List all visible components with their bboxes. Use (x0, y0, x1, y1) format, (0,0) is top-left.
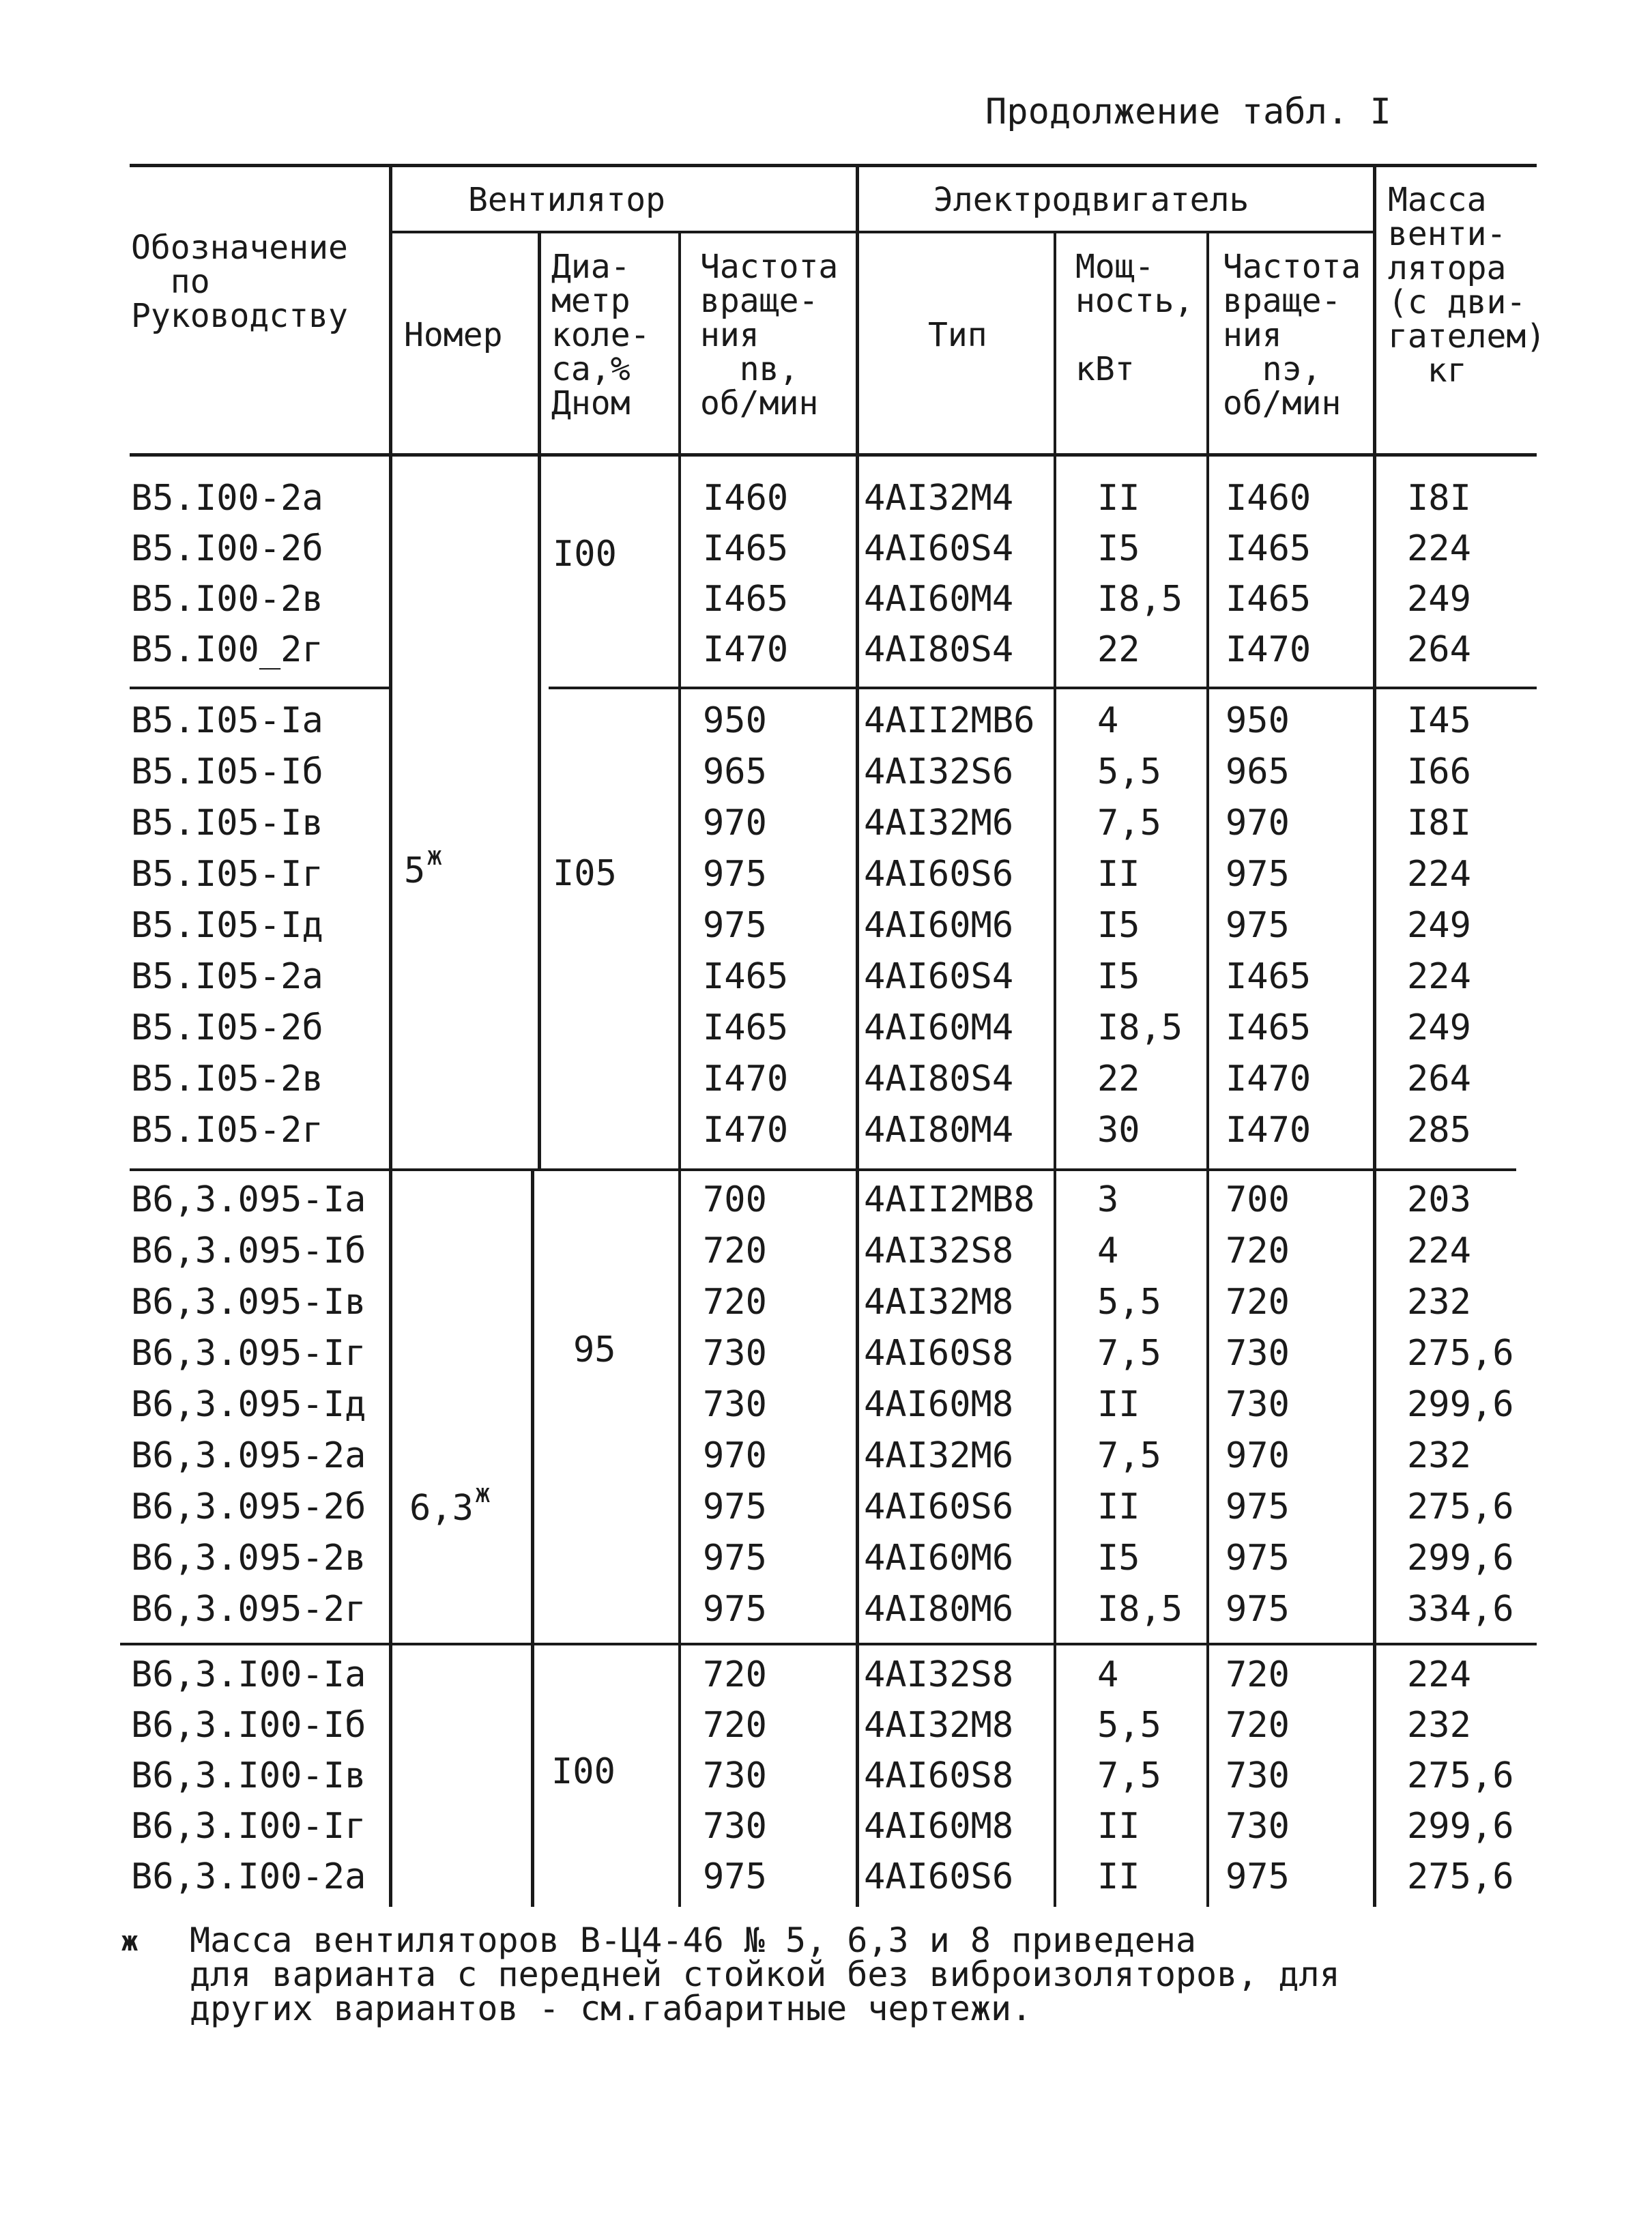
cell-motor-type: 4АI60М8 (864, 1806, 1014, 1847)
cell-fan-speed: I465 (703, 528, 789, 569)
cell-motor-type: 4АI60М4 (864, 579, 1014, 620)
cell-mass: 232 (1407, 1282, 1471, 1323)
cell-motor-speed: I470 (1226, 1059, 1312, 1099)
cell-mass: 224 (1407, 854, 1471, 895)
header-motor-type: Тип (928, 316, 987, 354)
cell-motor-type: 4АI60S8 (864, 1333, 1014, 1374)
cell-fan-speed: 720 (703, 1654, 767, 1695)
cell-motor-speed: 730 (1226, 1755, 1290, 1796)
cell-mass: I45 (1407, 700, 1471, 741)
cell-power: I5 (1097, 528, 1140, 569)
cell-motor-speed: I470 (1226, 1110, 1312, 1151)
cell-mass: 224 (1407, 956, 1471, 997)
cell-mass: 249 (1407, 579, 1471, 620)
diameter-cell: I00 (553, 534, 617, 575)
cell-motor-speed: I465 (1226, 956, 1312, 997)
cell-motor-type: 4АI60S4 (864, 528, 1014, 569)
cell-motor-speed: I465 (1226, 579, 1312, 620)
cell-motor-type: 4АI60М6 (864, 905, 1014, 946)
cell-mass: 224 (1407, 1654, 1471, 1695)
cell-power: II (1097, 1806, 1140, 1847)
cell-motor-type: 4АI60S6 (864, 1486, 1014, 1527)
cell-fan-speed: 950 (703, 700, 767, 741)
cell-mass: I66 (1407, 751, 1471, 792)
cell-motor-speed: 975 (1226, 1856, 1290, 1897)
cell-motor-speed: 975 (1226, 854, 1290, 895)
cell-fan-speed: 700 (703, 1179, 767, 1220)
cell-designation: В6,3.I00-2а (131, 1856, 366, 1897)
cell-fan-speed: 975 (703, 1538, 767, 1579)
cell-power: 30 (1097, 1110, 1140, 1151)
cell-power: I5 (1097, 905, 1140, 946)
cell-motor-type: 4АI32М6 (864, 1435, 1014, 1476)
cell-motor-type: 4АI32S8 (864, 1654, 1014, 1695)
diameter-cell: 95 (573, 1329, 616, 1370)
cell-power: II (1097, 478, 1140, 519)
cell-fan-speed: I465 (703, 956, 789, 997)
cell-designation: В5.I05-2а (131, 956, 323, 997)
cell-mass: 299,6 (1407, 1384, 1514, 1425)
cell-fan-speed: I460 (703, 478, 789, 519)
cell-fan-speed: I465 (703, 1007, 789, 1048)
cell-power: 7,5 (1097, 1333, 1161, 1374)
cell-designation: В5.I05-Iб (131, 751, 323, 792)
cell-motor-type: 4АI80S4 (864, 1059, 1014, 1099)
cell-fan-speed: 730 (703, 1755, 767, 1796)
cell-designation: В6,3.095-2б (131, 1486, 366, 1527)
cell-motor-speed: 975 (1226, 1538, 1290, 1579)
cell-mass: 275,6 (1407, 1755, 1514, 1796)
cell-fan-speed: 730 (703, 1333, 767, 1374)
cell-motor-speed: 720 (1226, 1231, 1290, 1271)
footnote-line: Масса вентиляторов В-Ц4-46 № 5, 6,3 и 8 приведена (190, 1920, 1197, 1960)
cell-mass: 285 (1407, 1110, 1471, 1151)
cell-motor-speed: 700 (1226, 1179, 1290, 1220)
cell-mass: 275,6 (1407, 1486, 1514, 1527)
cell-motor-type: 4АI60S6 (864, 1856, 1014, 1897)
cell-motor-speed: 730 (1226, 1806, 1290, 1847)
cell-power: 5,5 (1097, 1282, 1161, 1323)
cell-motor-type: 4АI32М8 (864, 1705, 1014, 1746)
cell-fan-speed: 720 (703, 1282, 767, 1323)
cell-motor-speed: 975 (1226, 1486, 1290, 1527)
cell-designation: В5.I00-2б (131, 528, 323, 569)
col-rule-5 (1054, 233, 1056, 1907)
cell-designation: В6,3.I00-Iб (131, 1705, 366, 1746)
cell-designation: В5.I05-2в (131, 1059, 323, 1099)
cell-motor-speed: I470 (1226, 629, 1312, 670)
cell-power: I8,5 (1097, 579, 1183, 620)
rule-diam-split-2b (532, 1643, 1537, 1645)
col-rule-2a (538, 233, 541, 1170)
header-power: Мощ- ность, кВт (1075, 248, 1194, 388)
cell-motor-type: 4АII2МВ6 (864, 700, 1035, 741)
cell-fan-speed: 720 (703, 1231, 767, 1271)
rule-top (130, 164, 1537, 167)
cell-designation: В5.I05-Iд (131, 905, 323, 946)
cell-fan-speed: 975 (703, 1486, 767, 1527)
cell-designation: В5.I05-2г (131, 1110, 323, 1151)
cell-motor-speed: 950 (1226, 700, 1290, 741)
cell-power: 22 (1097, 1059, 1140, 1099)
cell-designation: В5.I05-Iв (131, 803, 323, 844)
cell-power: 22 (1097, 629, 1140, 670)
cell-fan-speed: 970 (703, 1435, 767, 1476)
asterisk-mark: ж (426, 841, 443, 871)
diameter-cell: I00 (551, 1751, 615, 1792)
header-fan-speed: Частота враще- ния nв, об/мин (700, 248, 839, 422)
rule-diam-split-1 (549, 687, 1537, 689)
cell-motor-type: 4АI80М6 (864, 1589, 1014, 1630)
cell-motor-speed: 730 (1226, 1384, 1290, 1425)
cell-mass: 334,6 (1407, 1589, 1514, 1630)
cell-power: II (1097, 854, 1140, 895)
cell-fan-speed: I470 (703, 1059, 789, 1099)
rule-group1-end (130, 687, 392, 689)
cell-motor-speed: I465 (1226, 1007, 1312, 1048)
col-rule-2b (531, 1170, 534, 1907)
cell-mass: 203 (1407, 1179, 1471, 1220)
cell-motor-type: 4АI32М6 (864, 803, 1014, 844)
rule-diam-split-2 (120, 1643, 532, 1645)
cell-fan-speed: 975 (703, 854, 767, 895)
fan-number-value: 6,3 (409, 1488, 474, 1529)
header-motor-speed: Частота враще- ния nэ, об/мин (1223, 248, 1361, 422)
cell-mass: 224 (1407, 1231, 1471, 1271)
cell-motor-speed: 970 (1226, 803, 1290, 844)
cell-motor-type: 4АI80М4 (864, 1110, 1014, 1151)
header-fan: Вентилятор (468, 181, 665, 219)
header-number: Номер (404, 316, 503, 354)
cell-designation: В6,3.095-Iа (131, 1179, 366, 1220)
col-rule-1 (389, 167, 392, 1907)
cell-motor-type: 4АI80S4 (864, 629, 1014, 670)
cell-designation: В6,3.I00-Iа (131, 1654, 366, 1695)
cell-power: 5,5 (1097, 751, 1161, 792)
cell-designation: В5.I00_2г (131, 629, 323, 670)
cell-mass: 224 (1407, 528, 1471, 569)
cell-designation: В5.I05-Iа (131, 700, 323, 741)
col-rule-4 (856, 167, 859, 1907)
fan-number-6-3 (409, 1478, 491, 1531)
cell-mass: 232 (1407, 1435, 1471, 1476)
cell-motor-type: 4АI32S8 (864, 1231, 1014, 1271)
cell-motor-speed: I465 (1226, 528, 1312, 569)
cell-motor-type: 4АI60S4 (864, 956, 1014, 997)
cell-designation: В6,3.I00-Iг (131, 1806, 366, 1847)
cell-motor-type: 4АI60М8 (864, 1384, 1014, 1425)
cell-power: 7,5 (1097, 1435, 1161, 1476)
cell-fan-speed: 975 (703, 1856, 767, 1897)
cell-mass: 249 (1407, 905, 1471, 946)
footnote-line: для варианта с передней стойкой без виброизоляторов, для (190, 1955, 1340, 1994)
cell-mass: 275,6 (1407, 1333, 1514, 1374)
cell-power: I8,5 (1097, 1589, 1183, 1630)
rule-header-bottom (130, 453, 1537, 457)
asterisk-mark: ж (474, 1478, 491, 1508)
cell-designation: В6,3.095-Iд (131, 1384, 366, 1425)
cell-motor-type: 4АI32S6 (864, 751, 1014, 792)
cell-fan-speed: 970 (703, 803, 767, 844)
diameter-cell: I05 (553, 853, 617, 894)
footnote-line: других вариантов - см.габаритные чертежи. (190, 1989, 1032, 2028)
cell-designation: В5.I00-2а (131, 478, 323, 519)
cell-power: 3 (1097, 1179, 1119, 1220)
cell-fan-speed: 975 (703, 905, 767, 946)
cell-designation: В5.I05-2б (131, 1007, 323, 1048)
cell-fan-speed: 730 (703, 1384, 767, 1425)
cell-power: 4 (1097, 700, 1119, 741)
cell-fan-speed: 975 (703, 1589, 767, 1630)
cell-motor-speed: 720 (1226, 1654, 1290, 1695)
col-rule-6 (1206, 233, 1209, 1907)
cell-mass: I8I (1407, 478, 1471, 519)
cell-motor-type: 4АI60М6 (864, 1538, 1014, 1579)
cell-motor-speed: 720 (1226, 1705, 1290, 1746)
table-caption: Продолжение табл. I (985, 91, 1391, 132)
cell-mass: 232 (1407, 1705, 1471, 1746)
header-diameter: Диа- метр коле- са,% Дном (551, 248, 650, 422)
cell-power: 4 (1097, 1654, 1119, 1695)
cell-designation: В6,3.095-2в (131, 1538, 366, 1579)
cell-motor-speed: 965 (1226, 751, 1290, 792)
cell-mass: I8I (1407, 803, 1471, 844)
cell-motor-speed: 730 (1226, 1333, 1290, 1374)
cell-motor-speed: 975 (1226, 1589, 1290, 1630)
cell-mass: 264 (1407, 1059, 1471, 1099)
fan-number-value: 5 (404, 850, 426, 891)
cell-motor-speed: 975 (1226, 905, 1290, 946)
col-rule-3 (678, 233, 681, 1907)
cell-designation: В6,3.095-Iг (131, 1333, 366, 1374)
header-designation: Обозначение по Руководству (131, 229, 348, 335)
cell-motor-speed: 720 (1226, 1282, 1290, 1323)
cell-designation: В5.I00-2в (131, 579, 323, 620)
cell-motor-type: 4АI32М4 (864, 478, 1014, 519)
cell-motor-type: 4АII2МВ8 (864, 1179, 1035, 1220)
cell-power: II (1097, 1856, 1140, 1897)
cell-mass: 275,6 (1407, 1856, 1514, 1897)
cell-motor-type: 4АI32М8 (864, 1282, 1014, 1323)
footnote-mark: ж (121, 1926, 139, 1957)
cell-fan-speed: I470 (703, 1110, 789, 1151)
header-mass: Масса венти- лятора (с дви- гателем) кг (1388, 181, 1546, 390)
cell-fan-speed: I470 (703, 629, 789, 670)
cell-fan-speed: I465 (703, 579, 789, 620)
cell-designation: В6,3.095-2а (131, 1435, 366, 1476)
cell-power: I5 (1097, 1538, 1140, 1579)
cell-power: II (1097, 1384, 1140, 1425)
cell-motor-type: 4АI60S6 (864, 854, 1014, 895)
cell-fan-speed: 730 (703, 1806, 767, 1847)
cell-power: I5 (1097, 956, 1140, 997)
cell-power: II (1097, 1486, 1140, 1527)
cell-motor-type: 4АI60S8 (864, 1755, 1014, 1796)
cell-designation: В6,3.095-Iв (131, 1282, 366, 1323)
cell-designation: В5.I05-Iг (131, 854, 323, 895)
cell-motor-speed: 970 (1226, 1435, 1290, 1476)
cell-designation: В6,3.095-2г (131, 1589, 366, 1630)
cell-mass: 264 (1407, 629, 1471, 670)
cell-mass: 249 (1407, 1007, 1471, 1048)
cell-designation: В6,3.095-Iб (131, 1231, 366, 1271)
cell-fan-speed: 720 (703, 1705, 767, 1746)
cell-fan-speed: 965 (703, 751, 767, 792)
cell-power: I8,5 (1097, 1007, 1183, 1048)
cell-mass: 299,6 (1407, 1538, 1514, 1579)
cell-motor-speed: I460 (1226, 478, 1312, 519)
cell-power: 7,5 (1097, 1755, 1161, 1796)
cell-power: 5,5 (1097, 1705, 1161, 1746)
rule-group2-end (130, 1168, 1516, 1171)
cell-motor-type: 4АI60М4 (864, 1007, 1014, 1048)
cell-designation: В6,3.I00-Iв (131, 1755, 366, 1796)
fan-number-5 (404, 841, 443, 894)
header-motor: Электродвигатель (933, 181, 1249, 219)
cell-power: 4 (1097, 1231, 1119, 1271)
col-rule-7 (1373, 167, 1376, 1907)
cell-mass: 299,6 (1407, 1806, 1514, 1847)
cell-power: 7,5 (1097, 803, 1161, 844)
